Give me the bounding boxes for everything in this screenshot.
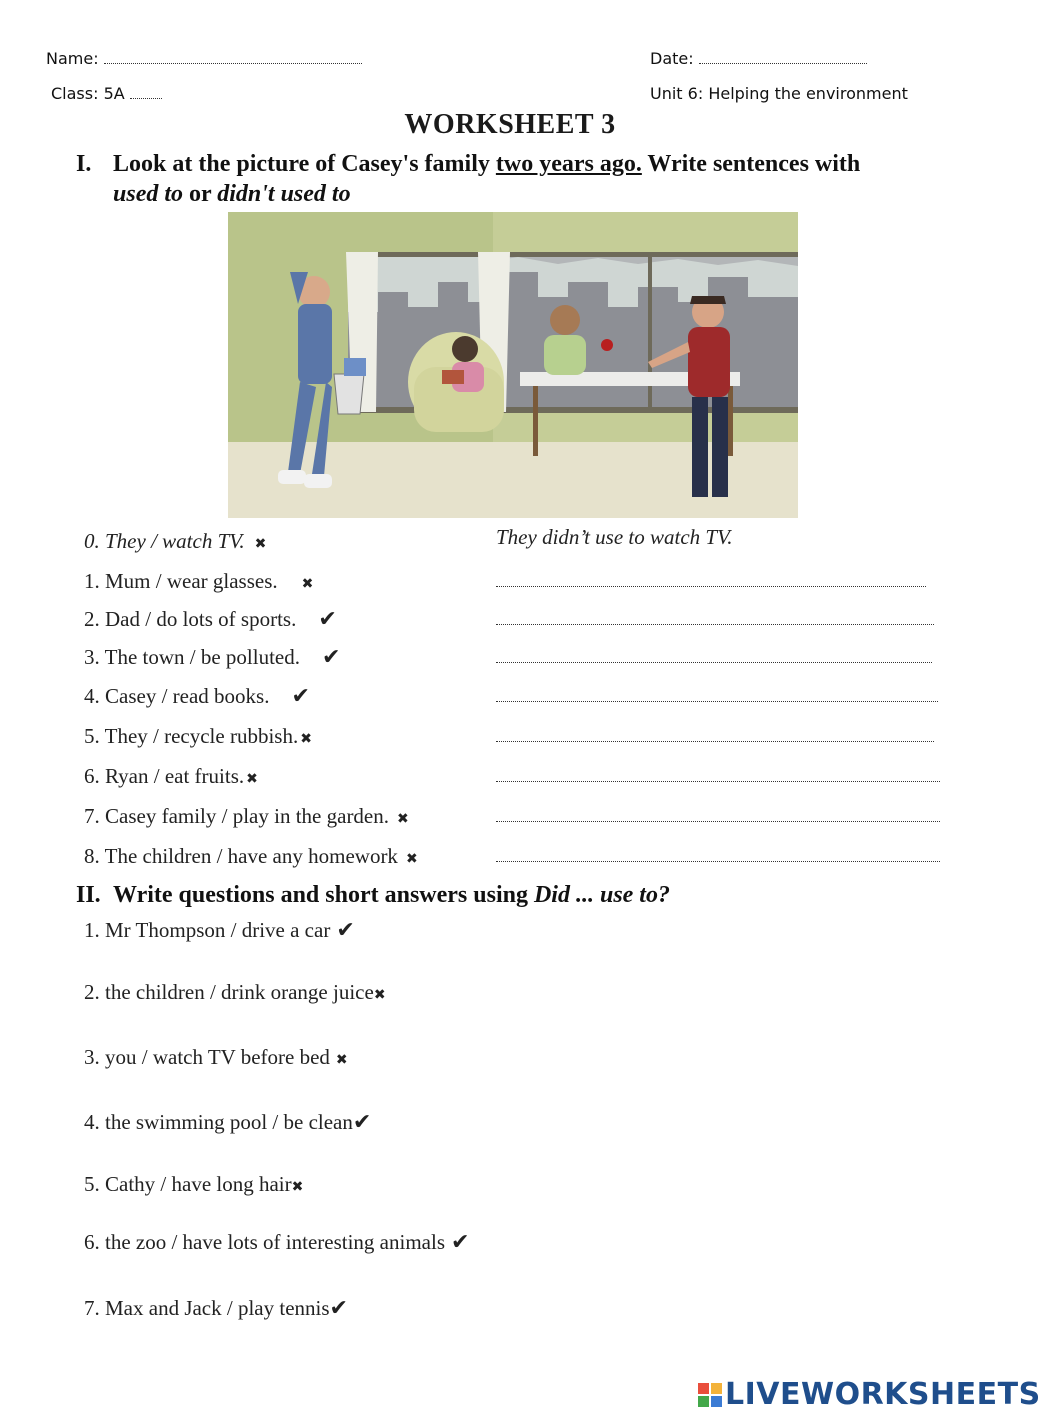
section-1-heading (76, 151, 976, 178)
checkmark-icon: ✔ (336, 918, 355, 943)
checkmark-icon: ✔ (291, 684, 310, 709)
exercise-2-item-6 (84, 1230, 469, 1255)
used-to-phrase: used to (113, 181, 184, 207)
q-item-2-text: 2. the children / drink orange juice (84, 980, 374, 1004)
item-2-text: 2. Dad / do lots of sports. (84, 607, 297, 631)
cross-icon: ✖ (254, 536, 267, 552)
did-use-to-phrase: Did ... use to? (533, 882, 670, 908)
item-1-text: 1. Mum / wear glasses. (84, 569, 278, 593)
answer-blank-3[interactable] (496, 648, 932, 663)
family-picture (228, 212, 798, 518)
exercise-1-item-1 (84, 569, 313, 594)
checkmark-icon: ✔ (329, 1296, 348, 1321)
exercise-2-item-5 (84, 1172, 303, 1197)
class-blank (130, 86, 162, 99)
date-label: Date: (650, 49, 694, 68)
section-1-numeral: I. (76, 151, 92, 177)
example-answer: They didn’t use to watch TV. (496, 525, 733, 549)
logo-mark-icon (698, 1383, 722, 1407)
section-2-text: Write questions and short answers using (113, 882, 534, 908)
q-item-7-text: 7. Max and Jack / play tennis (84, 1296, 330, 1320)
item-7-text: 7. Casey family / play in the garden. (84, 804, 390, 828)
answer-blank-5[interactable] (496, 727, 934, 742)
checkmark-icon: ✔ (318, 607, 337, 632)
item-5-text: 5. They / recycle rubbish. (84, 724, 299, 748)
exercise-2-item-7 (84, 1296, 348, 1321)
or-word: or (183, 181, 218, 207)
exercise-2-item-3 (84, 1045, 348, 1070)
checkmark-icon: ✔ (352, 1110, 372, 1135)
section-1-underlined: two years ago. (495, 151, 642, 177)
didnt-used-to-phrase: didn't used to (217, 181, 351, 207)
exercise-1-item-3 (84, 645, 340, 670)
answer-blank-8[interactable] (496, 847, 940, 862)
cross-icon: ✖ (335, 1052, 348, 1068)
q-item-1-text: 1. Mr Thompson / drive a car (84, 918, 331, 942)
cross-icon: ✖ (373, 987, 386, 1003)
unit-label: Unit 6: Helping the environment (650, 84, 908, 103)
cross-icon: ✖ (246, 771, 258, 787)
worksheet-title: WORKSHEET 3 (404, 109, 616, 140)
section-1-text-b: Write sentences with (641, 151, 861, 177)
checkmark-icon: ✔ (322, 645, 341, 670)
item-8-text: 8. The children / have any homework (84, 844, 398, 868)
family-room-illustration (228, 212, 798, 518)
example-prompt (84, 529, 266, 554)
exercise-2-item-1 (84, 918, 355, 943)
answer-blank-6[interactable] (496, 767, 940, 782)
date-field (650, 49, 867, 68)
cross-icon: ✖ (405, 851, 418, 867)
section-2-numeral: II. (76, 882, 101, 908)
name-label: Name: (46, 49, 99, 68)
name-blank[interactable] (104, 51, 362, 64)
item-6-text: 6. Ryan / eat fruits. (84, 764, 245, 788)
cross-icon: ✖ (397, 811, 409, 827)
section-1-heading-line2 (113, 181, 351, 208)
exercise-1-item-7 (84, 804, 409, 829)
liveworksheets-logo (698, 1377, 1041, 1412)
cross-icon: ✖ (291, 1179, 304, 1195)
answer-blank-4[interactable] (496, 687, 938, 702)
example-prompt-text: 0. They / watch TV. (84, 529, 245, 553)
exercise-1-item-4 (84, 684, 310, 709)
class-field (51, 84, 162, 103)
exercise-1-item-2 (84, 607, 337, 632)
cross-icon: ✖ (300, 731, 312, 747)
exercise-2-item-2 (84, 980, 386, 1005)
section-2-heading (76, 882, 670, 909)
exercise-1-item-5 (84, 724, 312, 749)
exercise-1-item-6 (84, 764, 258, 789)
section-1-text-a: Look at the picture of Casey's family (113, 151, 496, 177)
checkmark-icon: ✔ (451, 1230, 470, 1255)
name-field (46, 49, 362, 68)
q-item-6-text: 6. the zoo / have lots of interesting animals (84, 1230, 445, 1254)
class-label: Class: 5A (51, 84, 125, 103)
exercise-1-item-8 (84, 844, 418, 869)
date-blank[interactable] (699, 51, 867, 64)
q-item-4-text: 4. the swimming pool / be clean (84, 1110, 353, 1134)
item-4-text: 4. Casey / read books. (84, 684, 270, 708)
answer-blank-7[interactable] (496, 807, 940, 822)
exercise-2-item-4 (84, 1110, 371, 1135)
cross-icon: ✖ (301, 576, 314, 592)
item-3-text: 3. The town / be polluted. (84, 645, 300, 669)
logo-text: LIVEWORKSHEETS (725, 1377, 1041, 1412)
q-item-5-text: 5. Cathy / have long hair (84, 1172, 292, 1196)
answer-blank-1[interactable] (496, 572, 926, 587)
q-item-3-text: 3. you / watch TV before bed (84, 1045, 330, 1069)
answer-blank-2[interactable] (496, 610, 934, 625)
